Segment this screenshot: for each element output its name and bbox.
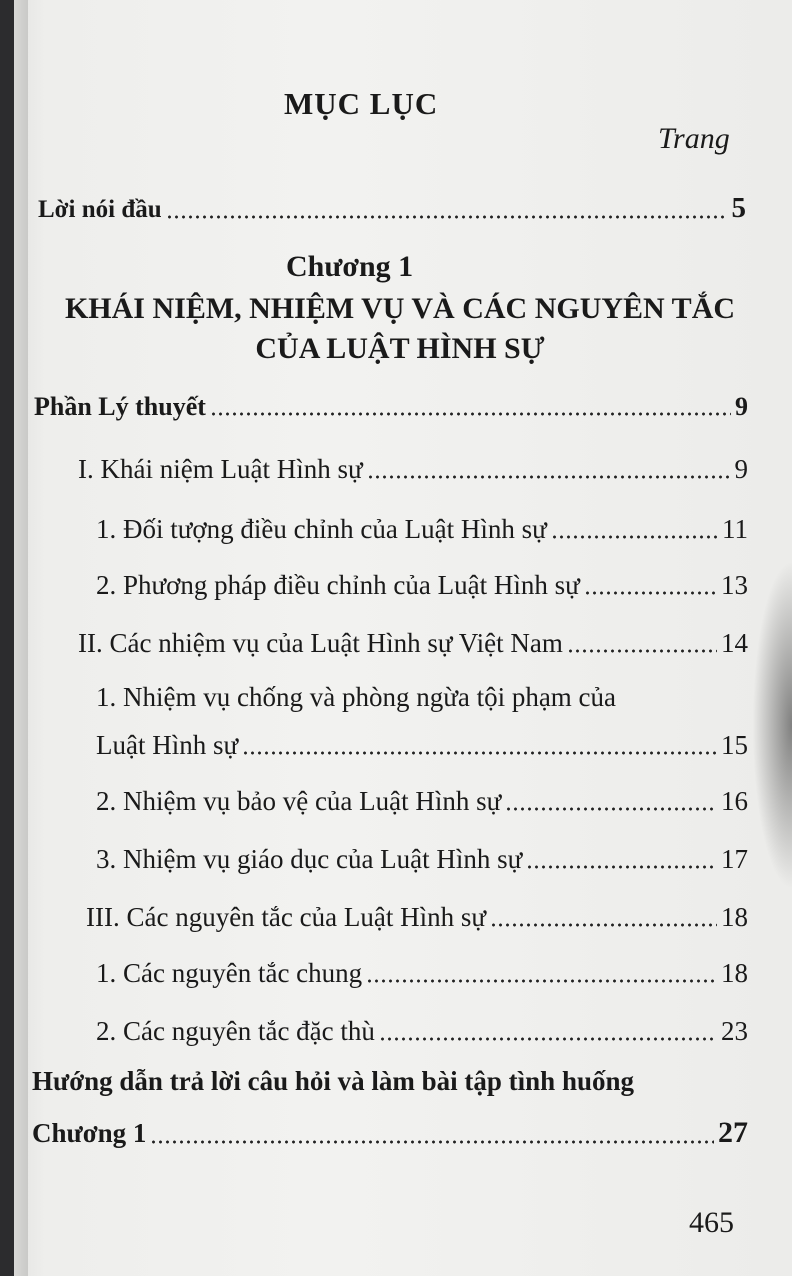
toc-entry (96, 958, 748, 989)
toc-entry (96, 730, 748, 761)
toc-entry-page: 13 (721, 570, 748, 600)
chapter-title-line1: KHÁI NIỆM, NHIỆM VỤ VÀ CÁC NGUYÊN TẮC (64, 292, 736, 325)
leader-dots (166, 215, 728, 219)
leader-dots (210, 412, 731, 416)
leader-dots (490, 923, 717, 927)
page-column-label: Trang (658, 122, 730, 155)
toc-entry-label: Lời nói đầu (38, 196, 162, 223)
toc-entry-label: 2. Nhiệm vụ bảo vệ của Luật Hình sự (96, 786, 502, 816)
toc-entry (34, 392, 748, 422)
page-gutter (14, 0, 28, 1276)
toc-entry-page: 27 (718, 1116, 748, 1149)
toc-entry-page: 9 (734, 454, 748, 484)
leader-dots (526, 865, 717, 869)
toc-entry-label: 1. Đối tượng điều chỉnh của Luật Hình sự (96, 514, 547, 544)
leader-dots (150, 1140, 714, 1144)
toc-entry-page: 16 (721, 786, 748, 816)
toc-entry-label: Chương 1 (32, 1118, 147, 1148)
toc-title: MỤC LỤC (284, 86, 439, 121)
leader-dots (379, 1037, 717, 1041)
finger-shadow (752, 560, 792, 890)
toc-entry-page: 18 (721, 958, 748, 988)
toc-entry (96, 570, 748, 601)
toc-entry (96, 514, 748, 545)
toc-entry (86, 902, 748, 933)
toc-entry-label: Luật Hình sự (96, 730, 239, 760)
leader-dots (567, 649, 717, 653)
toc-entry-page: 14 (721, 628, 748, 658)
toc-entry (78, 454, 748, 485)
toc-entry-label-line1: 1. Nhiệm vụ chống và phòng ngừa tội phạm của (96, 682, 617, 712)
toc-entry-label-line1: Hướng dẫn trả lời câu hỏi và làm bài tập tình huống (32, 1066, 634, 1096)
toc-entry-page: 23 (721, 1016, 748, 1046)
toc-entry-label: III. Các nguyên tắc của Luật Hình sự (86, 902, 486, 932)
chapter-number: Chương 1 (286, 250, 414, 283)
toc-entry-page: 11 (722, 514, 748, 544)
toc-entry-page: 9 (735, 392, 748, 421)
leader-dots (366, 979, 717, 983)
leader-dots (551, 535, 718, 539)
leader-dots (505, 807, 717, 811)
chapter-title-line2: CỦA LUẬT HÌNH SỰ (255, 332, 545, 365)
leader-dots (242, 751, 717, 755)
toc-entry (96, 844, 748, 875)
leader-dots (367, 475, 731, 479)
toc-entry (32, 1116, 748, 1150)
page-number: 465 (689, 1206, 734, 1239)
toc-entry-page: 5 (731, 192, 746, 224)
toc-entry-label: II. Các nhiệm vụ của Luật Hình sự Việt Nam (78, 628, 563, 658)
toc-entry-page: 17 (721, 844, 748, 874)
toc-entry-page: 18 (721, 902, 748, 932)
toc-entry-label: 3. Nhiệm vụ giáo dục của Luật Hình sự (96, 844, 523, 874)
toc-entry-label: 2. Phương pháp điều chỉnh của Luật Hình sự (96, 570, 580, 600)
toc-entry-label: I. Khái niệm Luật Hình sự (78, 454, 363, 484)
toc-entry-label: Phần Lý thuyết (34, 392, 206, 421)
toc-entry (78, 628, 748, 659)
toc-entry-label: 1. Các nguyên tắc chung (96, 958, 363, 988)
toc-entry (96, 1016, 748, 1047)
toc-entry-page: 15 (721, 730, 748, 760)
leader-dots (584, 591, 717, 595)
toc-entry (96, 786, 748, 817)
toc-entry-intro (38, 192, 746, 225)
toc-entry-label: 2. Các nguyên tắc đặc thù (96, 1016, 375, 1046)
book-page (14, 0, 792, 1276)
